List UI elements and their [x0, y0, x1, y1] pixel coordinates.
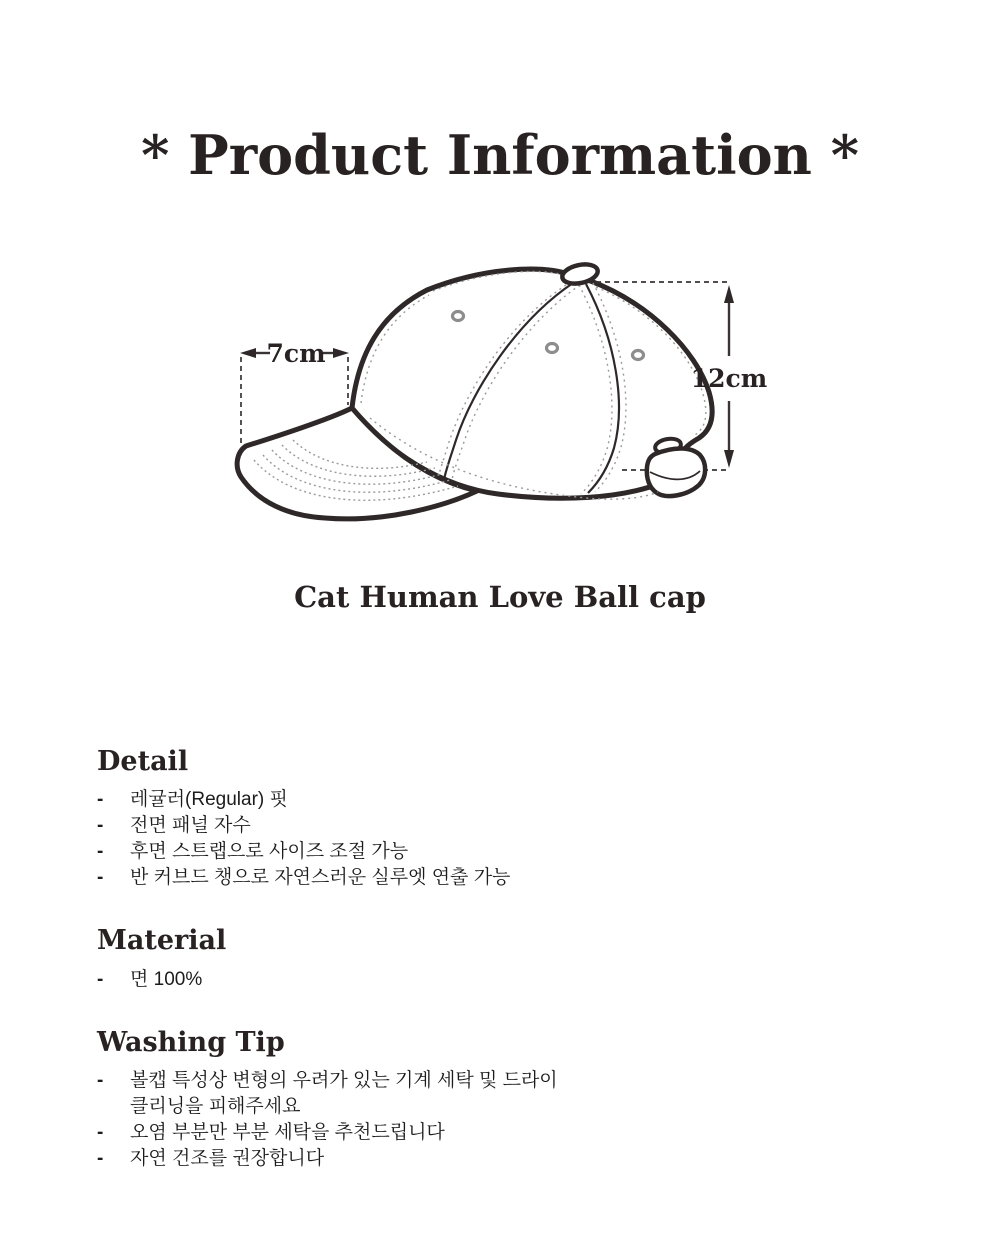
- bullet-dash: -: [97, 789, 104, 811]
- item-text: [130, 839, 917, 865]
- item-text: [130, 865, 917, 891]
- eyelet-icon: [453, 312, 464, 321]
- item-text: [130, 967, 917, 993]
- product-name: Cat Human Love Ball cap: [294, 580, 706, 614]
- item-line: 면 100%: [130, 968, 203, 990]
- brim-dimension-label: 7cm: [266, 339, 326, 368]
- bullet-dash: -: [97, 815, 104, 837]
- bullet-dash: -: [97, 1122, 104, 1144]
- item-line: 클리닝을 피해주세요: [130, 1096, 301, 1118]
- eyelet-icon: [633, 351, 644, 360]
- item-text: [130, 787, 917, 813]
- arrow-up-icon: [724, 285, 734, 303]
- item-text: [130, 813, 917, 839]
- section-heading: Material: [97, 925, 227, 957]
- cap-diagram: [230, 256, 775, 534]
- list-item: [97, 967, 917, 993]
- item-line: 전면 패널 자수: [130, 815, 251, 837]
- cap-strap: [647, 437, 705, 496]
- info-sections: [97, 746, 917, 1206]
- item-line: 자연 건조를 권장합니다: [130, 1148, 325, 1170]
- bullet-dash: -: [97, 1070, 104, 1092]
- list-item: [97, 787, 917, 813]
- item-line: 오염 부분만 부분 세탁을 추천드립니다: [130, 1122, 445, 1144]
- list-item: [97, 865, 917, 891]
- eyelet-icon: [547, 344, 558, 353]
- info-section-detail: [97, 746, 917, 891]
- height-dimension-label: 12cm: [690, 364, 768, 393]
- section-list: [97, 967, 917, 993]
- page-title: * Product Information *: [141, 123, 859, 188]
- item-line: 레귤러(Regular) 핏: [130, 789, 288, 811]
- arrow-left-icon: [240, 348, 256, 358]
- list-item: [97, 1146, 917, 1172]
- list-item: [97, 1068, 917, 1120]
- item-text: [130, 1146, 917, 1172]
- list-item: [97, 839, 917, 865]
- section-list: [97, 1068, 917, 1172]
- item-text: [130, 1120, 917, 1146]
- item-line: 후면 스트랩으로 사이즈 조절 가능: [130, 841, 409, 863]
- arrow-right-icon: [333, 348, 349, 358]
- arrow-down-icon: [724, 450, 734, 468]
- info-section-washing-tip: [97, 1027, 917, 1172]
- item-line: 볼캡 특성상 변형의 우려가 있는 기계 세탁 및 드라이: [130, 1070, 558, 1092]
- bullet-dash: -: [97, 867, 104, 889]
- item-line: 반 커브드 챙으로 자연스러운 실루엣 연출 가능: [130, 867, 511, 889]
- bullet-dash: -: [97, 968, 104, 990]
- bullet-dash: -: [97, 841, 104, 863]
- section-list: [97, 787, 917, 891]
- section-heading: Washing Tip: [97, 1026, 285, 1058]
- list-item: [97, 1120, 917, 1146]
- list-item: [97, 813, 917, 839]
- info-section-material: [97, 925, 917, 992]
- section-heading: Detail: [97, 746, 189, 777]
- item-text: [130, 1068, 917, 1120]
- bullet-dash: -: [97, 1148, 104, 1170]
